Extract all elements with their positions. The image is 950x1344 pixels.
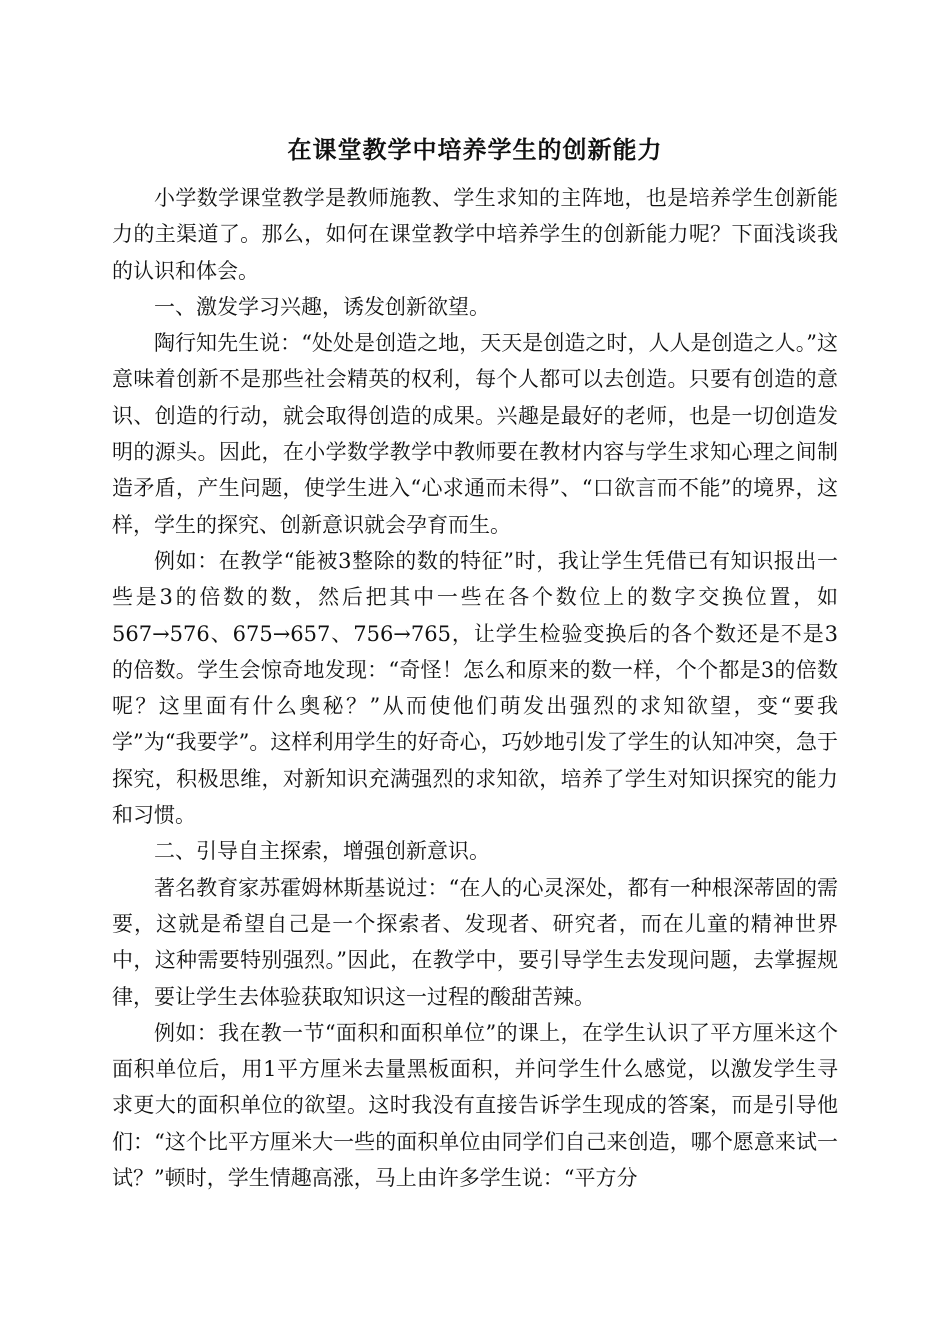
section-heading-2: 二、引导自主探索，增强创新意识。 [154,839,490,864]
paragraph-intro: 小学数学课堂教学是教师施教、学生求知的主阵地，也是培养学生创新能力的主渠道了。那么，如何在课堂教学中培养学生的创新能力呢？下面浅谈我的认识和体会。 [112,186,838,283]
paragraph-example-divisible-by-3: 例如：在教学“能被3整除的数的特征”时，我让学生凭借已有知识报出一些是3的倍数的数，然后把其中一些在各个数位上的数字交换位置，如567→576、675→657、756→765，让学生检验变换后的各个数还是不是3的倍数。学生会惊奇地发现：“奇怪！怎么和原来的数一样，个个都是3的倍数呢？这里面有什么奥秘？”从而使他们萌发出强烈的求知欲望，变“要我学”为“我要学”。这样利用学生的好奇心，巧妙地引发了学生的认知冲突，急于探究，积极思维，对新知识充满强烈的求知欲，培养了学生对知识探究的能力和习惯。 [112,548,838,828]
section-heading-1: 一、激发学习兴趣，诱发创新欲望。 [154,294,490,319]
paragraph-tao-xingzhi-quote: 陶行知先生说：“处处是创造之地，天天是创造之时，人人是创造之人。”这意味着创新不是那些社会精英的权利，每个人都可以去创造。只要有创造的意识、创造的行动，就会取得创造的成果。兴趣是最好的老师，也是一切创造发明的源头。因此，在小学数学教学中教师要在教材内容与学生求知心理之间制造矛盾，产生问题，使学生进入“心求通而未得”、“口欲言而不能”的境界，这样，学生的探究、创新意识就会孕育而生。 [112,331,838,537]
paragraph-sukhomlinsky-quote: 著名教育家苏霍姆林斯基说过：“在人的心灵深处，都有一种根深蒂固的需要，这就是希望自己是一个探索者、发现者、研究者，而在儿童的精神世界中，这种需要特别强烈。”因此，在教学中，要引导学生去发现问题，去掌握规律，要让学生去体验获取知识这一过程的酸甜苦辣。 [112,875,838,1009]
paragraph-example-area-units: 例如：我在教一节“面积和面积单位”的课上，在学生认识了平方厘米这个面积单位后，用1平方厘米去量黑板面积，并问学生什么感觉，以激发学生寻求更大的面积单位的欲望。这时我没有直接告诉学生现成的答案，而是引导他们：“这个比平方厘米大一些的面积单位由同学们自己来创造，哪个愿意来试一试？”顿时，学生情趣高涨，马上由许多学生说：“平方分 [112,1020,838,1191]
document-body [112,180,838,1196]
page-title: 在课堂教学中培养学生的创新能力 [287,135,663,164]
